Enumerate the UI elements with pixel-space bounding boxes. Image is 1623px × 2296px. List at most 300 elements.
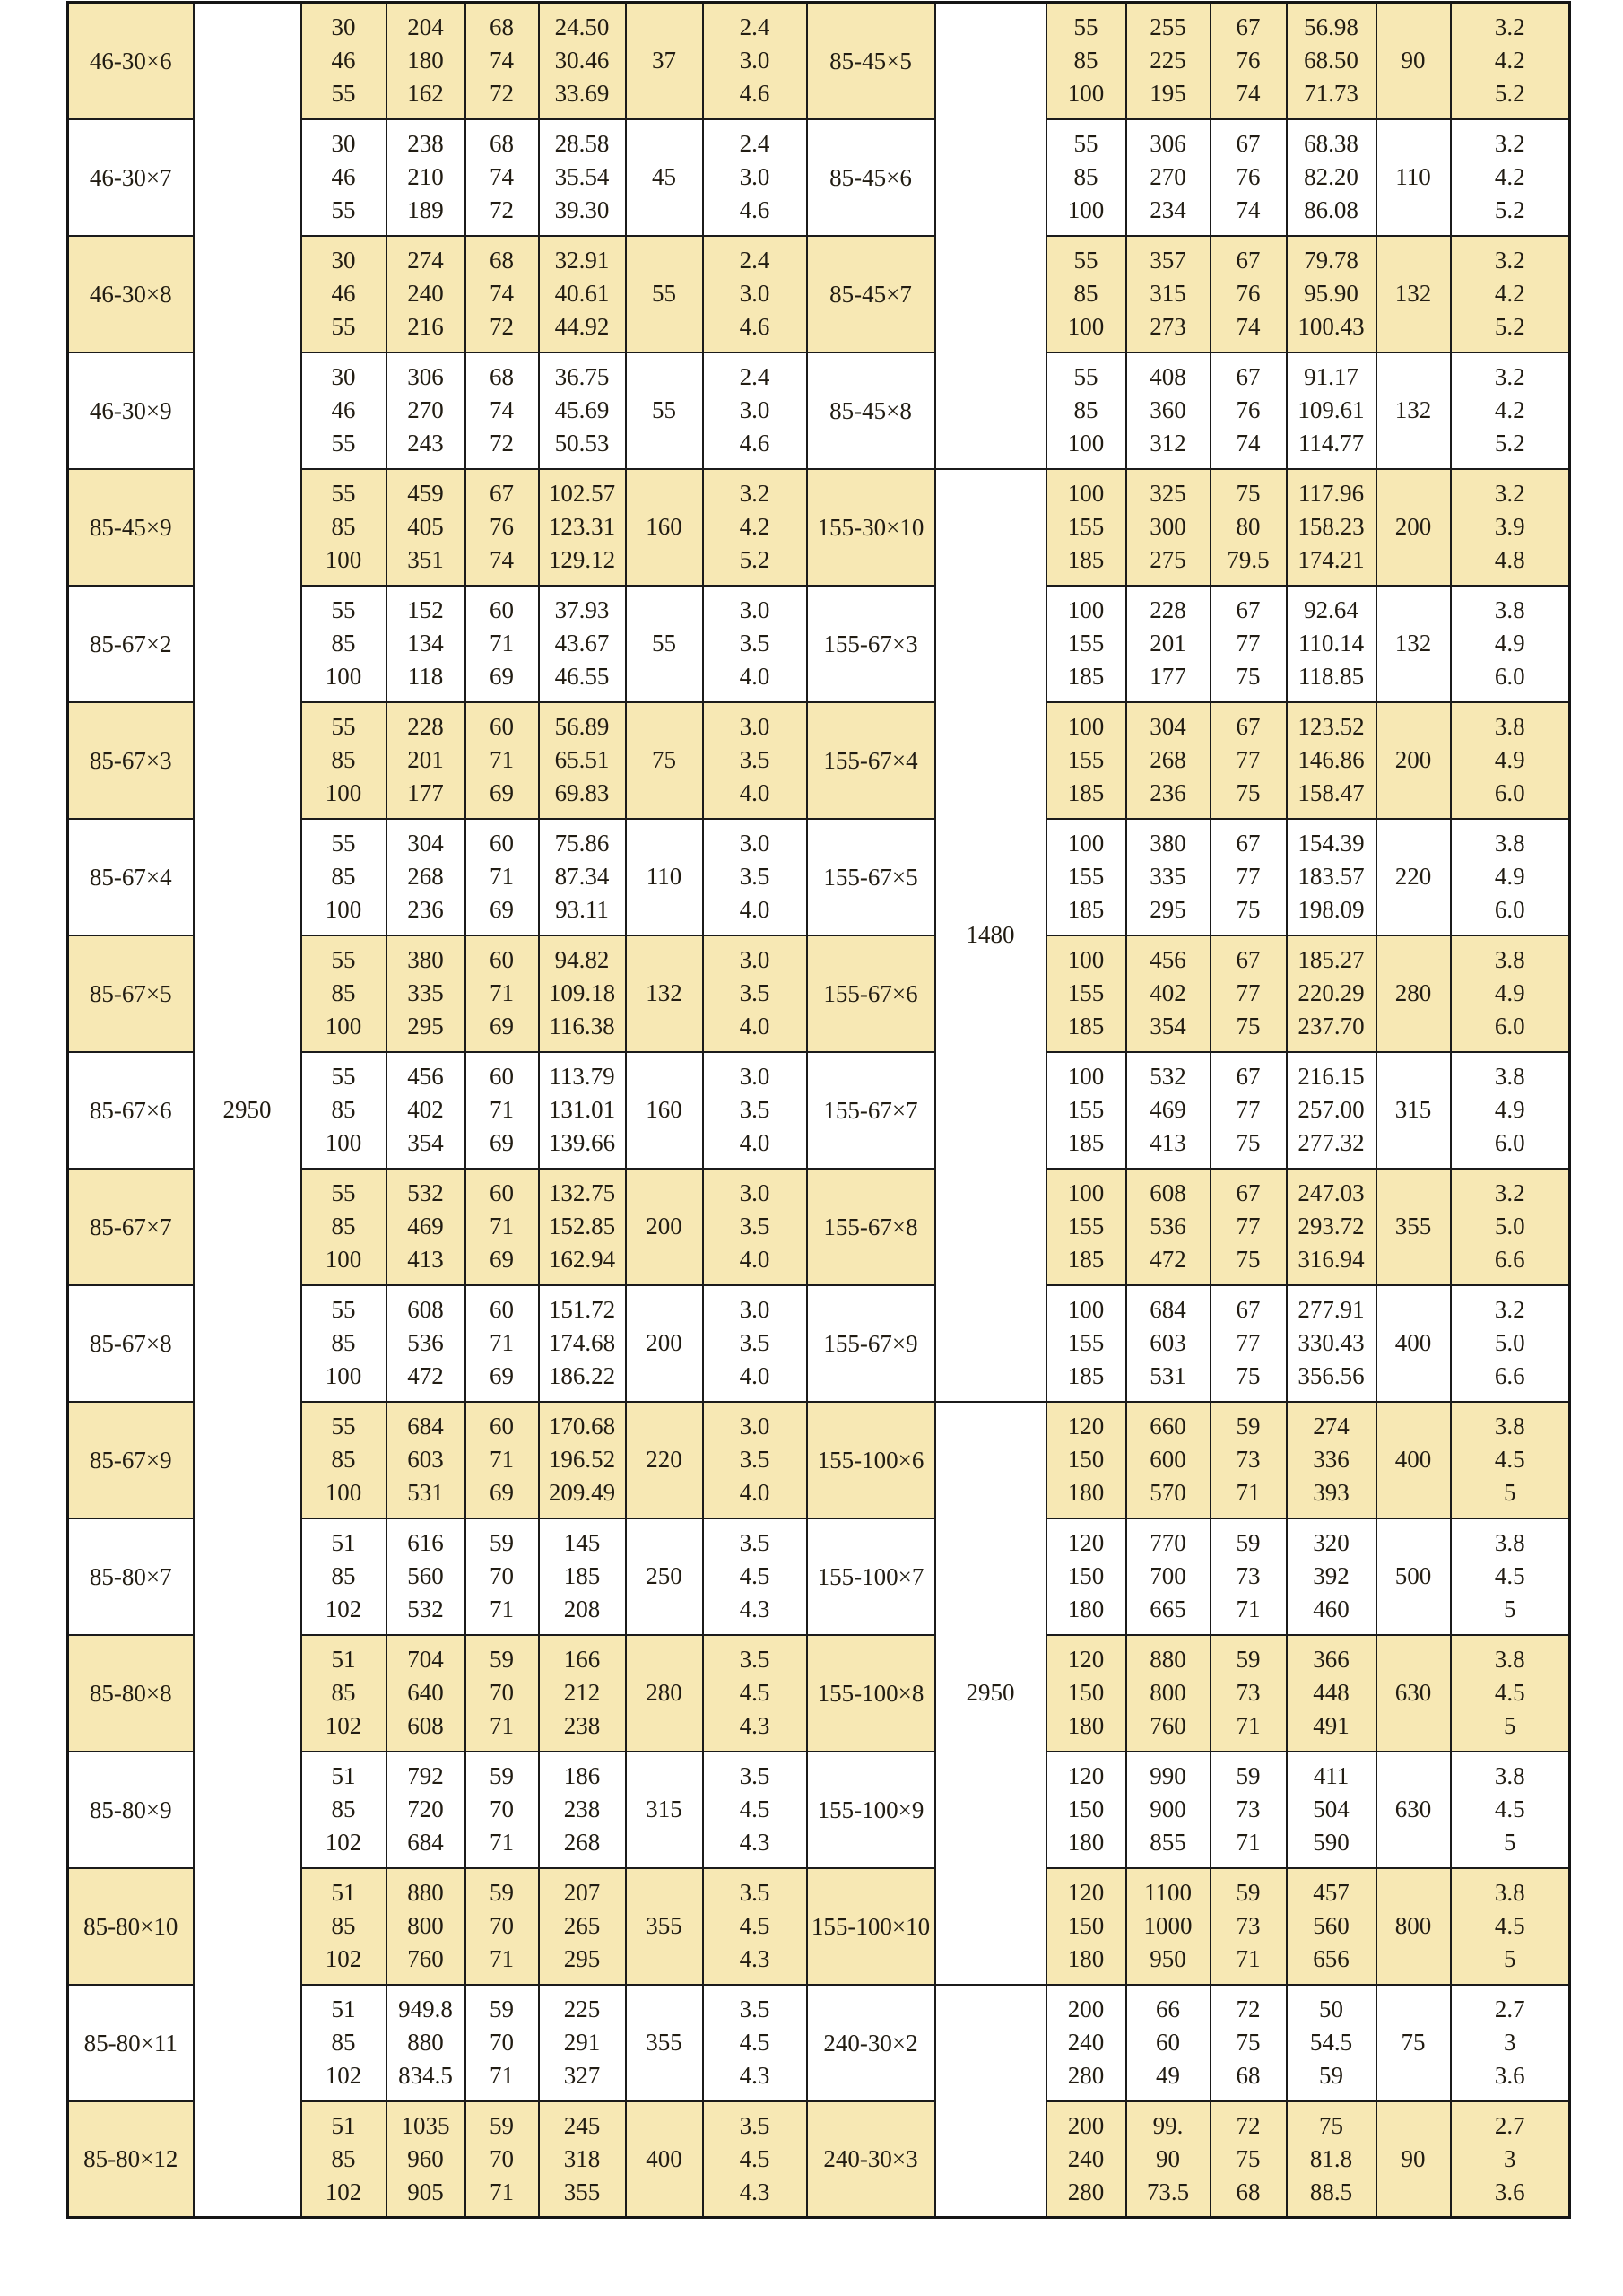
npsh-value: 3.0 [739, 1063, 770, 1090]
efficiency-value: 71 [490, 1446, 514, 1473]
npsh-value: 6.6 [1494, 1362, 1525, 1389]
cell-npsh [703, 1518, 807, 1635]
flow-value: 85 [331, 1329, 356, 1356]
power-value: 33.69 [554, 80, 610, 108]
flow-value: 46 [331, 47, 356, 74]
cell-efficiency [1211, 119, 1287, 236]
head-value: 240 [407, 280, 444, 307]
power-value: 355 [563, 2178, 601, 2205]
cell-efficiency [1211, 1052, 1287, 1169]
cell-npsh [1451, 1169, 1570, 1285]
power-value: 32.91 [554, 247, 610, 274]
cell-npsh [703, 586, 807, 702]
flow-value: 30 [331, 363, 356, 390]
cell-npsh [703, 1402, 807, 1518]
power-value: 129.12 [548, 546, 616, 573]
cell-motor-power: 90 [1376, 2101, 1451, 2218]
flow-value: 120 [1067, 1762, 1105, 1789]
efficiency-value: 70 [490, 1796, 514, 1822]
flow-value: 85 [331, 1679, 356, 1706]
cell-power [539, 236, 626, 352]
cell-power [1287, 1402, 1376, 1518]
flow-value: 55 [331, 480, 356, 507]
cell-motor-power: 132 [1376, 236, 1451, 352]
efficiency-value: 77 [1236, 1096, 1261, 1123]
cell-head [386, 236, 465, 352]
npsh-value: 4.6 [739, 80, 770, 108]
head-value: 335 [1150, 863, 1186, 890]
flow-value: 280 [1067, 2178, 1105, 2205]
cell-speed [935, 3, 1046, 469]
head-value: 532 [1150, 1063, 1186, 1090]
cell-model: 85-67×7 [68, 1169, 194, 1285]
npsh-value: 5 [1504, 1479, 1516, 1506]
npsh-value: 3.5 [739, 1879, 770, 1906]
npsh-value: 4.9 [1494, 746, 1525, 773]
efficiency-value: 71 [490, 1712, 514, 1739]
power-value: 40.61 [554, 280, 610, 307]
npsh-value: 2.4 [739, 13, 770, 41]
head-value: 73.5 [1146, 2178, 1190, 2205]
cell-model: 46-30×9 [68, 352, 194, 469]
cell-head [386, 1169, 465, 1285]
cell-efficiency [465, 702, 539, 819]
npsh-value: 3.0 [739, 1179, 770, 1206]
cell-model: 240-30×2 [807, 1985, 935, 2101]
npsh-value: 5.2 [739, 546, 770, 573]
flow-value: 102 [325, 2178, 362, 2205]
power-value: 45.69 [554, 396, 610, 423]
cell-model: 155-67×4 [807, 702, 935, 819]
power-value: 88.5 [1309, 2178, 1353, 2205]
power-value: 293.72 [1298, 1213, 1365, 1239]
cell-model: 155-67×9 [807, 1285, 935, 1402]
cell-flow [301, 819, 386, 935]
cell-npsh [703, 469, 807, 586]
cell-power [1287, 586, 1376, 702]
flow-value: 85 [331, 1796, 356, 1822]
cell-efficiency [465, 1285, 539, 1402]
head-value: 304 [407, 830, 444, 857]
efficiency-value: 60 [490, 1296, 514, 1323]
flow-value: 102 [325, 1829, 362, 1856]
efficiency-value: 71 [490, 1329, 514, 1356]
efficiency-value: 67 [1236, 713, 1261, 740]
efficiency-value: 71 [490, 630, 514, 657]
npsh-value: 6.0 [1494, 1129, 1525, 1156]
power-value: 100.43 [1298, 313, 1365, 340]
cell-head [1126, 1285, 1211, 1402]
flow-value: 55 [331, 1179, 356, 1206]
power-value: 295 [563, 1945, 601, 1972]
head-value: 608 [407, 1712, 444, 1739]
head-value: 704 [407, 1646, 444, 1673]
npsh-value: 3.5 [739, 2111, 770, 2139]
efficiency-value: 76 [490, 513, 514, 540]
head-value: 640 [407, 1679, 444, 1706]
cell-motor-power: 55 [626, 586, 703, 702]
head-value: 603 [407, 1446, 444, 1473]
flow-value: 85 [331, 979, 356, 1006]
efficiency-value: 67 [1236, 130, 1261, 157]
efficiency-value: 73 [1236, 1562, 1261, 1589]
efficiency-value: 69 [490, 779, 514, 806]
head-value: 684 [407, 1413, 444, 1439]
cell-efficiency [1211, 1402, 1287, 1518]
npsh-value: 5.0 [1494, 1213, 1525, 1239]
efficiency-value: 67 [1236, 13, 1261, 41]
flow-value: 100 [325, 1479, 362, 1506]
cell-flow [1046, 469, 1126, 586]
flow-value: 180 [1067, 1829, 1105, 1856]
head-value: 304 [1150, 713, 1186, 740]
flow-value: 185 [1067, 1013, 1105, 1039]
power-value: 220.29 [1298, 979, 1365, 1006]
cell-head [386, 469, 465, 586]
flow-value: 51 [331, 1529, 356, 1556]
cell-model: 85-67×3 [68, 702, 194, 819]
efficiency-value: 59 [1236, 1529, 1261, 1556]
power-value: 117.96 [1298, 480, 1365, 507]
head-value: 949.8 [398, 1996, 453, 2022]
head-value: 402 [407, 1096, 444, 1123]
efficiency-value: 72 [1236, 1996, 1261, 2022]
power-value: 139.66 [548, 1129, 616, 1156]
npsh-value: 3.6 [1494, 2178, 1525, 2205]
efficiency-value: 75 [1236, 1362, 1261, 1389]
flow-value: 85 [1073, 47, 1098, 74]
npsh-value: 5.2 [1494, 80, 1525, 108]
cell-model: 155-100×8 [807, 1635, 935, 1752]
power-value: 92.64 [1304, 596, 1358, 623]
npsh-value: 5.0 [1494, 1329, 1525, 1356]
head-value: 225 [1150, 47, 1186, 74]
flow-value: 55 [331, 1413, 356, 1439]
cell-head [386, 1285, 465, 1402]
cell-head [386, 935, 465, 1052]
cell-head [386, 1518, 465, 1635]
cell-efficiency [465, 236, 539, 352]
cell-npsh [703, 1635, 807, 1752]
head-value: 134 [407, 630, 444, 657]
efficiency-value: 71 [490, 1945, 514, 1972]
cell-npsh [1451, 1985, 1570, 2101]
npsh-value: 3.5 [739, 1446, 770, 1473]
head-value: 456 [407, 1063, 444, 1090]
flow-value: 155 [1067, 630, 1105, 657]
efficiency-value: 70 [490, 2144, 514, 2172]
efficiency-value: 75 [1236, 1129, 1261, 1156]
head-value: 472 [407, 1362, 444, 1389]
flow-value: 85 [331, 1213, 356, 1239]
head-value: 274 [407, 247, 444, 274]
cell-efficiency [1211, 935, 1287, 1052]
flow-value: 46 [331, 163, 356, 190]
cell-efficiency [465, 586, 539, 702]
efficiency-value: 77 [1236, 979, 1261, 1006]
cell-head [1126, 586, 1211, 702]
flow-value: 30 [331, 247, 356, 274]
power-value: 158.23 [1298, 513, 1365, 540]
head-value: 570 [1150, 1479, 1186, 1506]
efficiency-value: 68 [490, 13, 514, 41]
efficiency-value: 72 [490, 430, 514, 457]
head-value: 532 [407, 1179, 444, 1206]
power-value: 132.75 [548, 1179, 616, 1206]
power-value: 162.94 [548, 1246, 616, 1273]
cell-motor-power: 75 [1376, 1985, 1451, 2101]
flow-value: 180 [1067, 1479, 1105, 1506]
npsh-value: 4.3 [739, 2178, 770, 2205]
flow-value: 85 [331, 513, 356, 540]
cell-head [386, 1868, 465, 1985]
power-value: 245 [563, 2111, 601, 2139]
cell-efficiency [1211, 236, 1287, 352]
flow-value: 100 [1067, 1063, 1105, 1090]
cell-model: 85-80×8 [68, 1635, 194, 1752]
cell-head [1126, 2101, 1211, 2218]
npsh-value: 4.5 [739, 2144, 770, 2172]
efficiency-value: 76 [1236, 280, 1261, 307]
cell-motor-power: 315 [1376, 1052, 1451, 1169]
power-value: 186 [563, 1762, 601, 1789]
npsh-value: 3.5 [739, 979, 770, 1006]
npsh-value: 4.5 [1494, 1912, 1525, 1939]
efficiency-value: 75 [1236, 1013, 1261, 1039]
npsh-value: 3.2 [1494, 1179, 1525, 1206]
power-value: 81.8 [1309, 2144, 1353, 2172]
efficiency-value: 67 [1236, 830, 1261, 857]
cell-npsh [703, 119, 807, 236]
cell-efficiency [465, 352, 539, 469]
flow-value: 85 [331, 863, 356, 890]
cell-flow [1046, 586, 1126, 702]
head-value: 1100 [1144, 1879, 1192, 1906]
cell-motor-power: 90 [1376, 3, 1451, 119]
efficiency-value: 80 [1236, 513, 1261, 540]
npsh-value: 4.2 [739, 513, 770, 540]
head-value: 270 [1150, 163, 1186, 190]
npsh-value: 6.0 [1494, 1013, 1525, 1039]
power-value: 151.72 [548, 1296, 616, 1323]
cell-motor-power: 280 [626, 1635, 703, 1752]
power-value: 216.15 [1298, 1063, 1365, 1090]
efficiency-value: 70 [490, 1912, 514, 1939]
npsh-value: 4.9 [1494, 979, 1525, 1006]
cell-power [539, 586, 626, 702]
head-value: 216 [407, 313, 444, 340]
npsh-value: 4.0 [739, 779, 770, 806]
cell-efficiency [1211, 352, 1287, 469]
npsh-value: 4.0 [739, 896, 770, 923]
efficiency-value: 71 [490, 1596, 514, 1622]
efficiency-value: 72 [1236, 2111, 1261, 2139]
table-body [68, 3, 1570, 2218]
power-value: 174.68 [548, 1329, 616, 1356]
head-value: 834.5 [398, 2062, 453, 2089]
cell-model: 46-30×6 [68, 3, 194, 119]
flow-value: 55 [331, 430, 356, 457]
head-value: 177 [407, 779, 444, 806]
head-value: 354 [1150, 1013, 1186, 1039]
flow-value: 185 [1067, 663, 1105, 690]
power-value: 196.52 [548, 1446, 616, 1473]
efficiency-value: 74 [490, 163, 514, 190]
npsh-value: 3.0 [739, 163, 770, 190]
efficiency-value: 72 [490, 313, 514, 340]
flow-value: 85 [1073, 280, 1098, 307]
head-value: 413 [407, 1246, 444, 1273]
power-value: 28.58 [554, 130, 610, 157]
efficiency-value: 74 [490, 396, 514, 423]
npsh-value: 4.0 [739, 663, 770, 690]
flow-value: 100 [1067, 196, 1105, 223]
flow-value: 85 [331, 2144, 356, 2172]
flow-value: 180 [1067, 1712, 1105, 1739]
efficiency-value: 71 [490, 1096, 514, 1123]
head-value: 608 [407, 1296, 444, 1323]
npsh-value: 3.5 [739, 1529, 770, 1556]
cell-flow [1046, 2101, 1126, 2218]
power-value: 448 [1313, 1679, 1350, 1706]
cell-head [1126, 1052, 1211, 1169]
head-value: 960 [407, 2144, 444, 2172]
flow-value: 30 [331, 130, 356, 157]
power-value: 131.01 [548, 1096, 616, 1123]
flow-value: 102 [325, 1945, 362, 1972]
power-value: 209.49 [548, 1479, 616, 1506]
cell-flow [301, 119, 386, 236]
power-value: 154.39 [1298, 830, 1365, 857]
cell-model: 46-30×7 [68, 119, 194, 236]
npsh-value: 4.5 [1494, 1796, 1525, 1822]
efficiency-value: 73 [1236, 1796, 1261, 1822]
power-value: 393 [1313, 1479, 1350, 1506]
cell-flow [1046, 1635, 1126, 1752]
power-value: 318 [563, 2144, 601, 2172]
head-value: 1000 [1143, 1912, 1193, 1939]
npsh-value: 3.8 [1494, 713, 1525, 740]
cell-efficiency [465, 1169, 539, 1285]
efficiency-value: 73 [1236, 1679, 1261, 1706]
head-value: 380 [1150, 830, 1186, 857]
cell-motor-power: 250 [626, 1518, 703, 1635]
head-value: 560 [407, 1562, 444, 1589]
npsh-value: 4.2 [1494, 280, 1525, 307]
head-value: 234 [1150, 196, 1186, 223]
cell-npsh [1451, 1868, 1570, 1985]
cell-model: 85-80×9 [68, 1752, 194, 1868]
flow-value: 55 [1073, 13, 1098, 41]
npsh-value: 4.5 [739, 1679, 770, 1706]
cell-npsh [703, 1752, 807, 1868]
flow-value: 120 [1067, 1413, 1105, 1439]
power-value: 185 [563, 1562, 601, 1589]
cell-head [386, 586, 465, 702]
power-value: 82.20 [1304, 163, 1358, 190]
flow-value: 55 [331, 1063, 356, 1090]
flow-value: 100 [325, 546, 362, 573]
head-value: 380 [407, 946, 444, 973]
npsh-value: 4.9 [1494, 1096, 1525, 1123]
efficiency-value: 77 [1236, 1213, 1261, 1239]
npsh-value: 3.5 [739, 1996, 770, 2022]
efficiency-value: 75 [1236, 1246, 1261, 1273]
flow-value: 100 [1067, 80, 1105, 108]
cell-power [1287, 469, 1376, 586]
flow-value: 85 [1073, 163, 1098, 190]
cell-npsh [1451, 352, 1570, 469]
power-value: 116.38 [549, 1013, 615, 1039]
head-value: 900 [1150, 1796, 1186, 1822]
power-value: 114.77 [1298, 430, 1365, 457]
npsh-value: 4.2 [1494, 396, 1525, 423]
power-value: 238 [563, 1796, 601, 1822]
cell-efficiency [1211, 1635, 1287, 1752]
cell-power [1287, 1285, 1376, 1402]
head-value: 360 [1150, 396, 1186, 423]
power-value: 24.50 [554, 13, 610, 41]
cell-flow [301, 1985, 386, 2101]
cell-npsh [703, 3, 807, 119]
cell-motor-power: 75 [626, 702, 703, 819]
npsh-value: 6.0 [1494, 779, 1525, 806]
head-value: 268 [407, 863, 444, 890]
power-value: 110.14 [1298, 630, 1365, 657]
cell-npsh [1451, 469, 1570, 586]
cell-head [386, 1052, 465, 1169]
flow-value: 100 [325, 1246, 362, 1273]
power-value: 411 [1313, 1762, 1350, 1789]
cell-head [1126, 1402, 1211, 1518]
cell-npsh [1451, 2101, 1570, 2218]
npsh-value: 4.6 [739, 313, 770, 340]
cell-power [1287, 3, 1376, 119]
flow-value: 180 [1067, 1596, 1105, 1622]
npsh-value: 4.6 [739, 430, 770, 457]
cell-efficiency [465, 469, 539, 586]
efficiency-value: 68 [1236, 2178, 1261, 2205]
cell-efficiency [465, 1985, 539, 2101]
cell-model: 85-45×9 [68, 469, 194, 586]
table-row [68, 3, 1570, 119]
flow-value: 55 [331, 830, 356, 857]
efficiency-value: 67 [1236, 1296, 1261, 1323]
power-value: 208 [563, 1596, 601, 1622]
flow-value: 51 [331, 1762, 356, 1789]
head-value: 684 [1150, 1296, 1186, 1323]
npsh-value: 5.2 [1494, 313, 1525, 340]
head-value: 312 [1150, 430, 1186, 457]
flow-value: 100 [325, 1129, 362, 1156]
efficiency-value: 77 [1236, 746, 1261, 773]
efficiency-value: 75 [1236, 2029, 1261, 2056]
efficiency-value: 67 [1236, 946, 1261, 973]
efficiency-value: 59 [1236, 1879, 1261, 1906]
efficiency-value: 60 [490, 1179, 514, 1206]
npsh-value: 3.8 [1494, 946, 1525, 973]
cell-head [1126, 702, 1211, 819]
head-value: 60 [1156, 2029, 1180, 2056]
flow-value: 155 [1067, 1096, 1105, 1123]
flow-value: 55 [331, 713, 356, 740]
cell-efficiency [465, 1868, 539, 1985]
npsh-value: 4.0 [739, 1479, 770, 1506]
npsh-value: 3.8 [1494, 830, 1525, 857]
cell-speed [935, 1985, 1046, 2218]
flow-value: 100 [1067, 430, 1105, 457]
efficiency-value: 74 [490, 280, 514, 307]
